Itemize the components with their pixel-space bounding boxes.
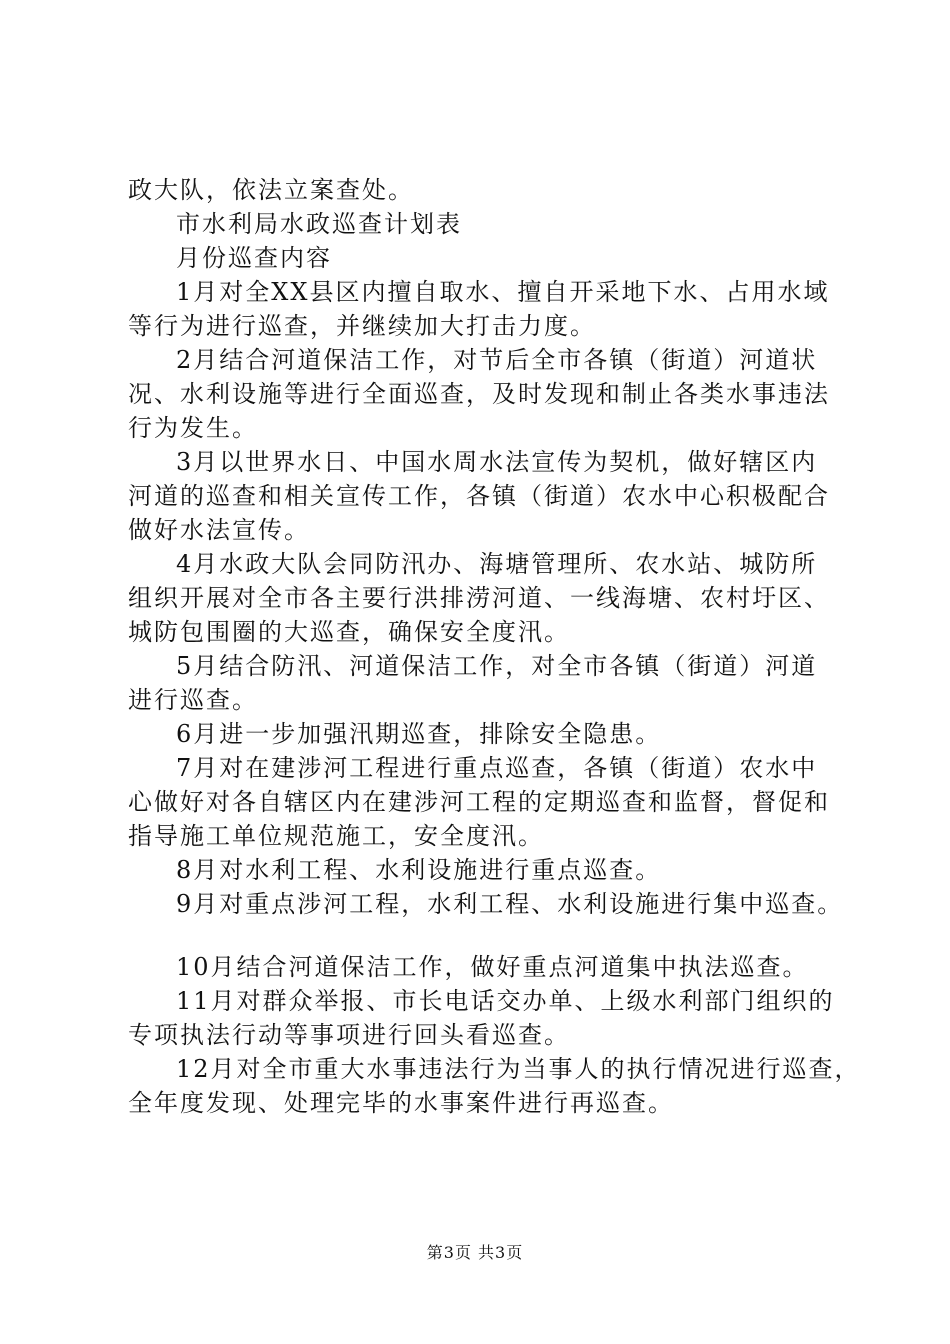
month-entry-6: 6月进一步加强汛期巡查，排除安全隐患。 (176, 720, 662, 748)
text-line: 全年度发现、处理完毕的水事案件进行再巡查。 (128, 1089, 674, 1117)
month-entry-4: 4月水政大队会同防汛办、海塘管理所、农水站、城防所 (176, 550, 818, 578)
paragraph-gap (128, 921, 840, 950)
month-entry-7: 7月对在建涉河工程进行重点巡查，各镇（街道）农水中 (176, 754, 818, 782)
page-number: 第3页 共3页 (426, 1243, 524, 1262)
text-line: 心做好对各自辖区内在建涉河工程的定期巡查和监督，督促和 (128, 788, 830, 816)
month-entry-12: 12月对全市重大水事违法行为当事人的执行情况进行巡查， (176, 1055, 861, 1083)
text-line: 专项执法行动等事项进行回头看巡查。 (128, 1021, 570, 1049)
month-entry-10: 10月结合河道保洁工作，做好重点河道集中执法巡查。 (176, 953, 809, 981)
month-entry-9: 9月对重点涉河工程，水利工程、水利设施进行集中巡查。 (176, 890, 844, 918)
text-line: 进行巡查。 (128, 686, 258, 714)
text-line: 等行为进行巡查，并继续加大打击力度。 (128, 312, 596, 340)
text-line: 城防包围圈的大巡查，确保安全度汛。 (128, 618, 570, 646)
text-line: 河道的巡查和相关宣传工作，各镇（街道）农水中心积极配合 (128, 482, 830, 510)
month-entry-1: 1月对全XX县区内擅自取水、擅自开采地下水、占用水域 (176, 278, 830, 306)
table-header: 月份巡查内容 (176, 244, 332, 272)
text-line: 指导施工单位规范施工，安全度汛。 (128, 822, 544, 850)
text-line: 况、水利设施等进行全面巡查，及时发现和制止各类水事违法 (128, 380, 830, 408)
text-line: 做好水法宣传。 (128, 516, 310, 544)
month-entry-5: 5月结合防汛、河道保洁工作，对全市各镇（街道）河道 (176, 652, 818, 680)
month-entry-3: 3月以世界水日、中国水周水法宣传为契机，做好辖区内 (176, 448, 818, 476)
month-entry-2: 2月结合河道保洁工作，对节后全市各镇（街道）河道状 (176, 346, 818, 374)
month-entry-8: 8月对水利工程、水利设施进行重点巡查。 (176, 856, 662, 884)
month-entry-11: 11月对群众举报、市长电话交办单、上级水利部门组织的 (176, 987, 835, 1015)
text-line: 组织开展对全市各主要行洪排涝河道、一线海塘、农村圩区、 (128, 584, 830, 612)
text-line: 政大队，依法立案查处。 (128, 176, 414, 204)
table-title: 市水利局水政巡查计划表 (176, 210, 462, 238)
text-line: 行为发生。 (128, 414, 258, 442)
document-body (128, 173, 861, 1120)
